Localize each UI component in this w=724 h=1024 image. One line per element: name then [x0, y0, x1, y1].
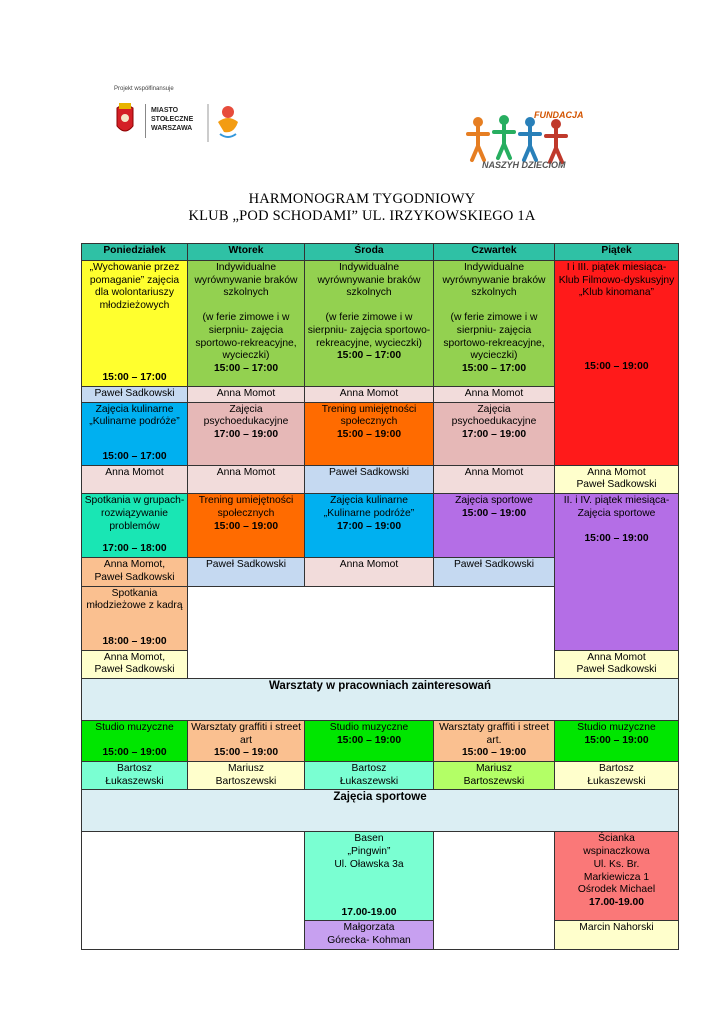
page-subtitle: KLUB „POD SCHODAMI” UL. IRZYKOWSKIEGO 1A — [188, 208, 536, 224]
activity-cell: II. i IV. piątek miesiąca- Zajęcia sportowe 15:00 – 19:00 — [555, 494, 679, 650]
activity-cell: Indywidualne wyrównywanie braków szkolnych (w ferie zimowe i w sierpniu- zajęcia sportowo-rekreacyjne, wycieczki) 15:00 – 17:00 — [434, 261, 555, 387]
person-cell: Bartosz Łukaszewski — [305, 762, 434, 790]
section-title: Zajęcia sportowe — [82, 790, 679, 832]
person-cell: Anna Momot Paweł Sadkowski — [555, 650, 679, 678]
person-cell: Mariusz Bartoszewski — [188, 762, 305, 790]
activity-cell: Spotkania młodzieżowe z kadrą 18:00 – 19:00 — [82, 586, 188, 650]
activity-cell: Spotkania w grupach- rozwiązywanie problemów 17:00 – 18:00 — [82, 494, 188, 558]
person-cell: Bartosz Łukaszewski — [82, 762, 188, 790]
section-row — [82, 678, 679, 720]
person-cell: Anna Momot — [188, 387, 305, 403]
day-header-row — [82, 244, 679, 261]
person-cell: Anna Momot Paweł Sadkowski — [555, 465, 679, 493]
foundation-name-top: FUNDACJA — [534, 110, 584, 120]
person-cell: Paweł Sadkowski — [188, 558, 305, 586]
sports-row — [82, 832, 679, 921]
warsaw-crest-icon — [114, 100, 136, 140]
workshop-cell: Warsztaty graffiti i street art 15:00 – 19:00 — [188, 720, 305, 761]
workshop-cell: Warsztaty graffiti i street art. 15:00 – 19:00 — [434, 720, 555, 761]
activity-cell: Trening umiejętności społecznych 15:00 – 19:00 — [305, 402, 434, 465]
person-cell: Anna Momot — [305, 387, 434, 403]
person-cell: Paweł Sadkowski — [82, 387, 188, 403]
city-name: MIASTO STOŁECZNE WARSZAWA — [151, 107, 194, 132]
activity-cell: Indywidualne wyrównywanie braków szkolnych (w ferie zimowe i w sierpniu- zajęcia sportowo-rekreacyjne, wycieczki) 15:00 – 17:00 — [305, 261, 434, 387]
person-cell: Paweł Sadkowski — [305, 465, 434, 493]
activity-cell: „Wychowanie przez pomaganie” zajęcia dla wolontariuszy młodzieżowych 15:00 – 17:00 — [82, 261, 188, 387]
person-cell: Anna Momot, Paweł Sadkowski — [82, 650, 188, 678]
person-cell: Małgorzata Górecka- Kohman — [305, 921, 434, 949]
cofinance-label: Projekt współfinansuje — [114, 86, 174, 92]
activity-cell: Zajęcia psychoedukacyjne 17:00 – 19:00 — [188, 402, 305, 465]
empty-cell — [434, 832, 555, 949]
activity-cell: Zajęcia kulinarne „Kulinarne podróże” 17:00 – 19:00 — [305, 494, 434, 558]
activity-cell: Indywidualne wyrównywanie braków szkolnych (w ferie zimowe i w sierpniu- zajęcia sportowo-rekreacyjne, wycieczki) 15:00 – 17:00 — [188, 261, 305, 387]
activity-cell: Zajęcia kulinarne „Kulinarne podróże” 15:00 – 17:00 — [82, 402, 188, 465]
person-cell: Paweł Sadkowski — [434, 558, 555, 586]
day-header: Środa — [305, 244, 434, 261]
empty-cell — [188, 586, 555, 678]
person-row — [82, 465, 679, 493]
foundation-logo — [464, 106, 584, 174]
page-title: HARMONOGRAM TYGODNIOWY — [248, 191, 476, 207]
workshop-cell: Studio muzyczne 15:00 – 19:00 — [305, 720, 434, 761]
day-header: Poniedziałek — [82, 244, 188, 261]
day-header: Czwartek — [434, 244, 555, 261]
campaign-logo — [206, 100, 246, 144]
person-cell: Marcin Nahorski — [555, 921, 679, 949]
day-header: Wtorek — [188, 244, 305, 261]
person-cell: Bartosz Łukaszewski — [555, 762, 679, 790]
section-row — [82, 790, 679, 832]
person-cell: Anna Momot — [188, 465, 305, 493]
person-row — [82, 762, 679, 790]
person-cell: Anna Momot — [305, 558, 434, 586]
section-title: Warsztaty w pracowniach zainteresowań — [82, 678, 679, 720]
empty-cell — [82, 832, 305, 949]
logo-divider — [145, 104, 146, 138]
schedule-row — [82, 494, 679, 558]
workshop-cell: Studio muzyczne 15:00 – 19:00 — [82, 720, 188, 761]
workshop-cell: Studio muzyczne 15:00 – 19:00 — [555, 720, 679, 761]
warsaw-logo — [114, 100, 210, 144]
schedule-table — [81, 243, 679, 950]
activity-cell: Zajęcia psychoedukacyjne 17:00 – 19:00 — [434, 402, 555, 465]
sports-cell: Ścianka wspinaczkowa Ul. Ks. Br. Markiewicza 1 Ośrodek Michael 17.00-19.00 — [555, 832, 679, 921]
activity-cell: I i III. piątek miesiąca- Klub Filmowo-dyskusyjny „Klub kinomana” 15:00 – 19:00 — [555, 261, 679, 466]
sports-cell: Basen „Pingwin” Ul. Oławska 3a 17.00-19.00 — [305, 832, 434, 921]
person-cell: Anna Momot — [434, 465, 555, 493]
activity-cell: Trening umiejętności społecznych 15:00 – 19:00 — [188, 494, 305, 558]
person-cell: Mariusz Bartoszewski — [434, 762, 555, 790]
person-cell: Anna Momot, Paweł Sadkowski — [82, 558, 188, 586]
day-header: Piątek — [555, 244, 679, 261]
person-cell: Anna Momot — [82, 465, 188, 493]
person-cell: Anna Momot — [434, 387, 555, 403]
foundation-name-bottom: NASZYH DZIECIOM — [482, 160, 566, 170]
workshop-row — [82, 720, 679, 761]
activity-cell: Zajęcia sportowe 15:00 – 19:00 — [434, 494, 555, 558]
schedule-row — [82, 261, 679, 387]
